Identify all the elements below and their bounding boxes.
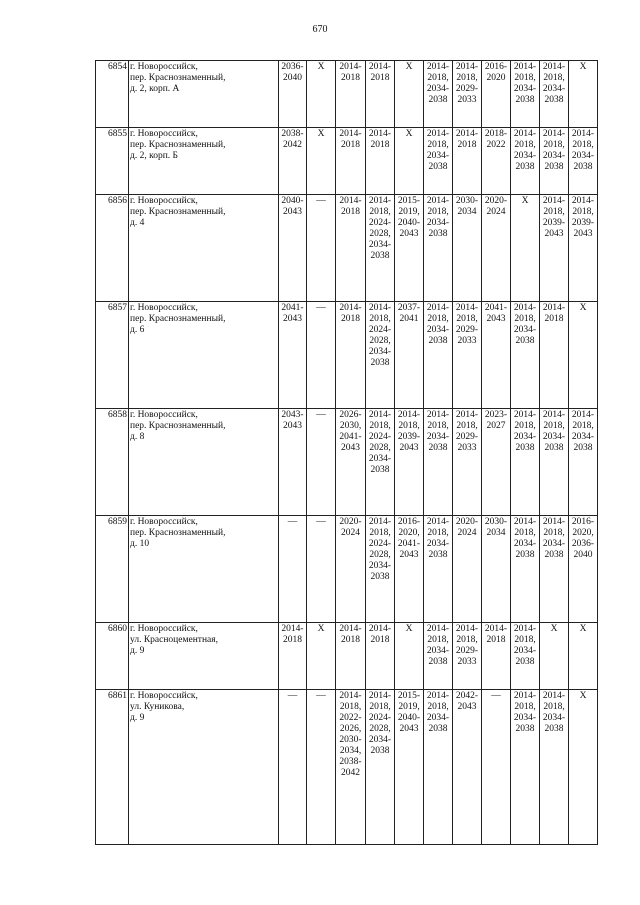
- address-line: г. Новороссийск,: [130, 62, 198, 72]
- table-row: [96, 302, 598, 409]
- period-cell: 2014- 2018, 2034- 2038: [511, 516, 540, 623]
- address-line: д. 2, корп. А: [130, 84, 180, 94]
- address-line: пер. Краснознаменный,: [130, 73, 226, 83]
- period-cell: 2014- 2018, 2024- 2028, 2034- 2038: [366, 302, 395, 409]
- period-cell: 2014- 2018, 2034- 2038: [511, 623, 540, 690]
- period-cell: 2014- 2018, 2034- 2038: [540, 409, 569, 516]
- period-cell: Х: [540, 623, 569, 690]
- address-line: д. 9: [130, 713, 145, 723]
- period-cell: 2041- 2043: [279, 302, 307, 409]
- period-cell: 2037- 2041: [395, 302, 424, 409]
- period-cell: —: [307, 690, 336, 845]
- period-cell: 2026- 2030, 2041- 2043: [336, 409, 366, 516]
- period-cell: Х: [511, 195, 540, 302]
- period-cell: 2038- 2042: [279, 128, 307, 195]
- period-cell: 2014- 2018, 2034- 2038: [511, 61, 540, 128]
- period-cell: —: [482, 690, 511, 845]
- period-cell: 2020- 2024: [482, 195, 511, 302]
- period-cell: 2014- 2018: [336, 302, 366, 409]
- period-cell: 2014- 2018, 2034- 2038: [511, 302, 540, 409]
- table-row: [96, 623, 598, 690]
- table-row: [96, 409, 598, 516]
- table-row: [96, 195, 598, 302]
- address-line: пер. Краснознаменный,: [130, 421, 226, 431]
- period-cell: 2014- 2018, 2034- 2038: [511, 409, 540, 516]
- period-cell: 2016- 2020: [482, 61, 511, 128]
- address-line: д. 8: [130, 432, 145, 442]
- address-cell: [129, 623, 279, 690]
- period-cell: 2014- 2018: [336, 61, 366, 128]
- period-cell: Х: [569, 302, 598, 409]
- address-cell: [129, 302, 279, 409]
- address-line: г. Новороссийск,: [130, 624, 198, 634]
- period-cell: 2014- 2018, 2024- 2028, 2034- 2038: [366, 409, 395, 516]
- period-cell: 2014- 2018, 2039- 2043: [569, 195, 598, 302]
- period-cell: 2014- 2018, 2039- 2043: [540, 195, 569, 302]
- period-cell: 2014- 2018: [366, 623, 395, 690]
- period-cell: 2020- 2024: [336, 516, 366, 623]
- period-cell: 2014- 2018, 2034- 2038: [511, 690, 540, 845]
- page-number: 670: [312, 24, 328, 35]
- address-line: пер. Краснознаменный,: [130, 207, 226, 217]
- address-line: г. Новороссийск,: [130, 196, 198, 206]
- period-cell: —: [307, 516, 336, 623]
- row-number: 6855: [96, 128, 129, 195]
- row-number: 6859: [96, 516, 129, 623]
- table-row: [96, 128, 598, 195]
- period-cell: 2014- 2018: [336, 195, 366, 302]
- period-cell: 2036- 2040: [279, 61, 307, 128]
- row-number: 6860: [96, 623, 129, 690]
- address-cell: [129, 128, 279, 195]
- period-cell: 2014- 2018, 2034- 2038: [569, 128, 598, 195]
- period-cell: 2015- 2019, 2040- 2043: [395, 195, 424, 302]
- period-cell: 2043- 2043: [279, 409, 307, 516]
- period-cell: 2014- 2018, 2034- 2038: [424, 690, 453, 845]
- address-cell: [129, 195, 279, 302]
- repair-schedule-table: [95, 60, 598, 845]
- period-cell: —: [279, 516, 307, 623]
- address-line: г. Новороссийск,: [130, 517, 198, 527]
- address-cell: [129, 61, 279, 128]
- address-line: д. 4: [130, 218, 145, 228]
- period-cell: 2020- 2024: [453, 516, 482, 623]
- row-number: 6856: [96, 195, 129, 302]
- period-cell: 2016- 2020, 2041- 2043: [395, 516, 424, 623]
- period-cell: 2014- 2018, 2034- 2038: [569, 409, 598, 516]
- period-cell: Х: [307, 128, 336, 195]
- period-cell: —: [307, 409, 336, 516]
- period-cell: 2014- 2018, 2029- 2033: [453, 623, 482, 690]
- address-line: г. Новороссийск,: [130, 410, 198, 420]
- period-cell: 2023- 2027: [482, 409, 511, 516]
- period-cell: Х: [395, 128, 424, 195]
- period-cell: 2014- 2018: [482, 623, 511, 690]
- period-cell: 2014- 2018, 2029- 2033: [453, 302, 482, 409]
- row-number: 6857: [96, 302, 129, 409]
- address-line: ул. Куникова,: [130, 702, 185, 712]
- address-line: пер. Краснознаменный,: [130, 314, 226, 324]
- period-cell: 2030- 2034: [482, 516, 511, 623]
- period-cell: 2014- 2018: [279, 623, 307, 690]
- period-cell: 2014- 2018, 2034- 2038: [424, 623, 453, 690]
- period-cell: 2014- 2018, 2034- 2038: [424, 302, 453, 409]
- period-cell: 2014- 2018: [336, 128, 366, 195]
- address-cell: [129, 690, 279, 845]
- period-cell: 2014- 2018, 2034- 2038: [424, 195, 453, 302]
- period-cell: 2014- 2018, 2034- 2038: [424, 128, 453, 195]
- period-cell: 2014- 2018: [336, 623, 366, 690]
- period-cell: 2014- 2018, 2029- 2033: [453, 61, 482, 128]
- period-cell: 2014- 2018: [540, 302, 569, 409]
- period-cell: 2014- 2018, 2034- 2038: [540, 61, 569, 128]
- row-number: 6854: [96, 61, 129, 128]
- address-line: пер. Краснознаменный,: [130, 528, 226, 538]
- period-cell: 2018- 2022: [482, 128, 511, 195]
- period-cell: 2014- 2018, 2034- 2038: [424, 61, 453, 128]
- period-cell: 2041- 2043: [482, 302, 511, 409]
- table-row: [96, 516, 598, 623]
- period-cell: 2014- 2018, 2034- 2038: [540, 516, 569, 623]
- period-cell: 2014- 2018, 2034- 2038: [424, 516, 453, 623]
- period-cell: 2030- 2034: [453, 195, 482, 302]
- address-line: ул. Красноцементная,: [130, 635, 218, 645]
- period-cell: 2014- 2018, 2034- 2038: [540, 690, 569, 845]
- address-line: д. 9: [130, 646, 145, 656]
- period-cell: 2014- 2018, 2034- 2038: [424, 409, 453, 516]
- address-line: г. Новороссийск,: [130, 691, 198, 701]
- table-row: [96, 690, 598, 845]
- period-cell: 2014- 2018: [366, 61, 395, 128]
- period-cell: Х: [307, 623, 336, 690]
- period-cell: —: [307, 195, 336, 302]
- address-line: д. 6: [130, 325, 145, 335]
- row-number: 6861: [96, 690, 129, 845]
- address-line: г. Новороссийск,: [130, 129, 198, 139]
- period-cell: 2014- 2018, 2029- 2033: [453, 409, 482, 516]
- period-cell: 2014- 2018, 2034- 2038: [511, 128, 540, 195]
- period-cell: 2014- 2018, 2024- 2028, 2034- 2038: [366, 690, 395, 845]
- address-line: д. 2, корп. Б: [130, 151, 179, 161]
- address-line: д. 10: [130, 539, 150, 549]
- period-cell: 2014- 2018, 2039- 2043: [395, 409, 424, 516]
- period-cell: 2042- 2043: [453, 690, 482, 845]
- period-cell: 2014- 2018, 2022- 2026, 2030- 2034, 2038- 2042: [336, 690, 366, 845]
- period-cell: —: [279, 690, 307, 845]
- period-cell: 2014- 2018: [366, 128, 395, 195]
- period-cell: Х: [569, 61, 598, 128]
- period-cell: Х: [569, 623, 598, 690]
- period-cell: Х: [569, 690, 598, 845]
- address-cell: [129, 409, 279, 516]
- period-cell: 2015- 2019, 2040- 2043: [395, 690, 424, 845]
- period-cell: —: [307, 302, 336, 409]
- period-cell: Х: [395, 61, 424, 128]
- period-cell: 2014- 2018: [453, 128, 482, 195]
- period-cell: 2014- 2018, 2034- 2038: [540, 128, 569, 195]
- period-cell: Х: [395, 623, 424, 690]
- address-cell: [129, 516, 279, 623]
- period-cell: 2014- 2018, 2024- 2028, 2034- 2038: [366, 195, 395, 302]
- row-number: 6858: [96, 409, 129, 516]
- period-cell: 2016- 2020, 2036- 2040: [569, 516, 598, 623]
- address-line: г. Новороссийск,: [130, 303, 198, 313]
- address-line: пер. Краснознаменный,: [130, 140, 226, 150]
- period-cell: 2040- 2043: [279, 195, 307, 302]
- table-row: [96, 61, 598, 128]
- period-cell: 2014- 2018, 2024- 2028, 2034- 2038: [366, 516, 395, 623]
- period-cell: Х: [307, 61, 336, 128]
